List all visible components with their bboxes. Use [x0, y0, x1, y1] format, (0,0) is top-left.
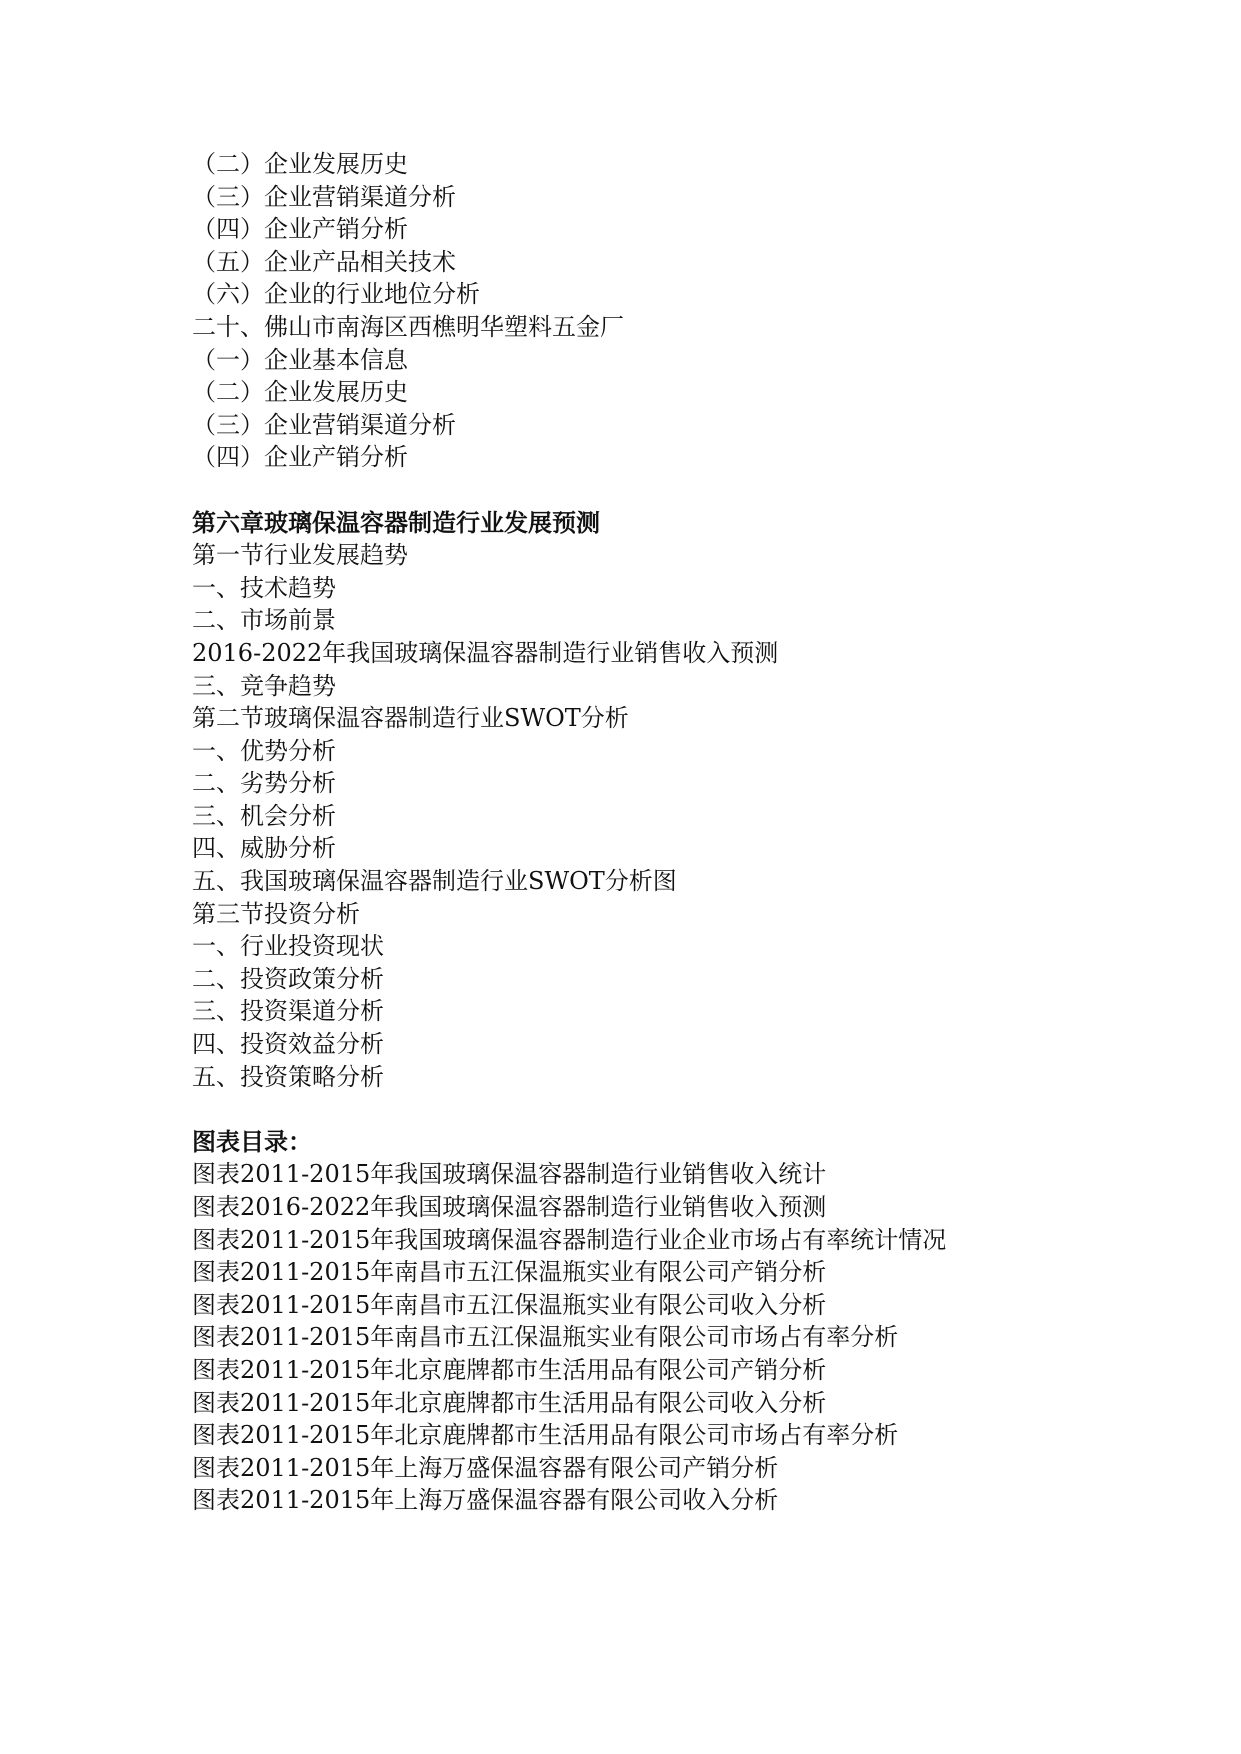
toc-line: 四、投资效益分析: [192, 1030, 384, 1059]
toc-line: 第二节玻璃保温容器制造行业SWOT分析: [192, 704, 629, 733]
toc-line: （五）企业产品相关技术: [192, 247, 456, 276]
toc-line: （六）企业的行业地位分析: [192, 280, 480, 309]
chapter-six-list: [192, 539, 1192, 1093]
chart-list-item: 图表2011-2015年北京鹿牌都市生活用品有限公司市场占有率分析: [192, 1421, 899, 1450]
toc-line: （四）企业产销分析: [192, 215, 408, 244]
toc-line: （三）企业营销渠道分析: [192, 182, 456, 211]
chart-list-title: 图表目录：: [192, 1126, 312, 1156]
toc-line: 三、竞争趋势: [192, 671, 336, 700]
toc-line: 三、机会分析: [192, 801, 336, 830]
chart-list-item: 图表2011-2015年上海万盛保温容器有限公司产销分析: [192, 1453, 779, 1482]
chart-list-item: 图表2011-2015年北京鹿牌都市生活用品有限公司产销分析: [192, 1355, 827, 1384]
toc-line: （二）企业发展历史: [192, 150, 408, 178]
chapter-title: 第六章玻璃保温容器制造行业发展预测: [192, 507, 600, 537]
toc-line: 五、投资策略分析: [192, 1062, 384, 1091]
toc-line: 二、投资政策分析: [192, 964, 384, 993]
chart-list-item: 图表2011-2015年南昌市五江保温瓶实业有限公司市场占有率分析: [192, 1323, 899, 1352]
chart-list-item: 图表2011-2015年南昌市五江保温瓶实业有限公司收入分析: [192, 1290, 827, 1319]
toc-line: 一、技术趋势: [192, 573, 336, 602]
chart-list-item: 图表2011-2015年北京鹿牌都市生活用品有限公司收入分析: [192, 1388, 827, 1417]
company-subsection-list: [192, 148, 1192, 474]
toc-line: 二十、佛山市南海区西樵明华塑料五金厂: [192, 312, 624, 341]
toc-line: （一）企业基本信息: [192, 345, 408, 374]
toc-line: 一、行业投资现状: [192, 932, 384, 961]
toc-line: 二、劣势分析: [192, 769, 336, 798]
toc-line: 第一节行业发展趋势: [192, 541, 408, 570]
chart-list-item: 图表2016-2022年我国玻璃保温容器制造行业销售收入预测: [192, 1193, 827, 1221]
chart-list: [192, 1158, 1192, 1517]
document-page: [192, 148, 1192, 1517]
spacer: [192, 1093, 1192, 1126]
toc-line: （四）企业产销分析: [192, 443, 408, 472]
chart-list-item: 图表2011-2015年我国玻璃保温容器制造行业企业市场占有率统计情况: [192, 1225, 947, 1254]
chart-list-item: 图表2011-2015年我国玻璃保温容器制造行业销售收入统计: [192, 1160, 827, 1189]
toc-line: （二）企业发展历史: [192, 378, 408, 407]
toc-line: （三）企业营销渠道分析: [192, 410, 456, 439]
toc-line: 四、威胁分析: [192, 834, 336, 863]
chart-list-item: 图表2011-2015年上海万盛保温容器有限公司收入分析: [192, 1486, 779, 1515]
toc-line: 二、市场前景: [192, 606, 336, 635]
toc-line: 三、投资渠道分析: [192, 997, 384, 1026]
spacer: [192, 474, 1192, 507]
toc-line: 2016-2022年我国玻璃保温容器制造行业销售收入预测: [192, 638, 779, 667]
toc-line: 五、我国玻璃保温容器制造行业SWOT分析图: [192, 867, 677, 896]
toc-line: 第三节投资分析: [192, 899, 360, 928]
chart-list-item: 图表2011-2015年南昌市五江保温瓶实业有限公司产销分析: [192, 1258, 827, 1287]
toc-line: 一、优势分析: [192, 736, 336, 765]
